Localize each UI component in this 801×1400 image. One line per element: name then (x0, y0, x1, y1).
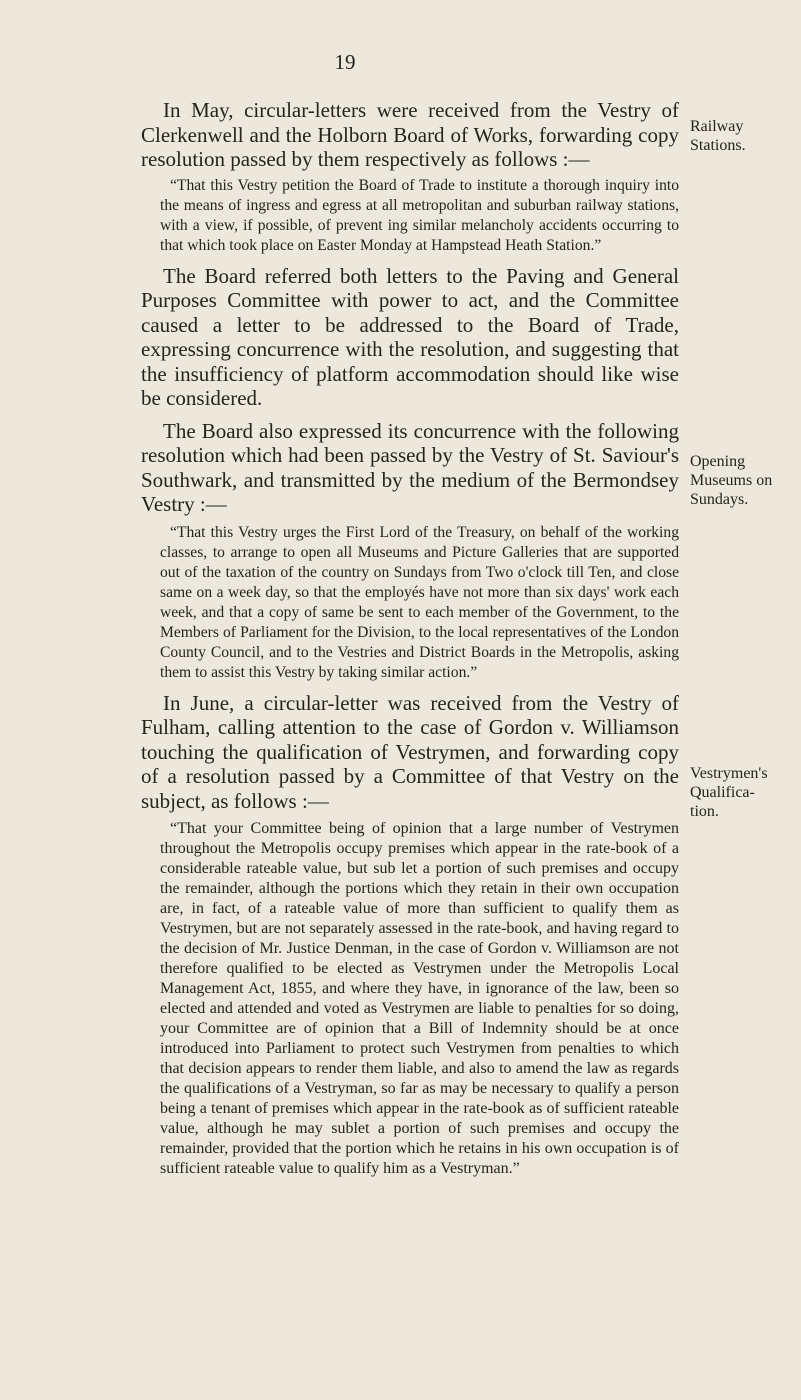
main-text (141, 98, 679, 1179)
quote-vestrymen-resolution: “That your Committee being of opinion that a large number of Vestrymen throughout the Metropolis occupy premises which appear in the rate-book of a considerable rateable value, but sub let a portion of such premises and occupy the remainder, although the portions which they retain in their own occupation are, in fact, of a rateable value of more than sufficient to qualify them as Vestrymen, but are not separately assessed in the rate-book, and having regard to the decision of Mr. Justice Denman, in the case of Gordon v. Williamson are not therefore qualified to be elected as Vestrymen under the Metropolis Local Management Act, 1855, and where they have, in ignorance of the law, been so elected and attended and voted as Vestrymen are liable to penalties for so doing, your Committee are of opinion that a Bill of Indemnity should be at once introduced into Parliament to protect such Vestrymen from penalties to which that decision appears to render them liable, and also to amend the law as regards the qualifications of a Vestryman, so far as may be necessary to qualify a person being a tenant of premises which appear in the rate-book as of sufficient rateable value, although he may sublet a portion of such premises and occupy the remainder, provided that the portion which he retains in his own occupation is of sufficient rateable value to qualify him as a Vestryman.” (160, 820, 679, 1177)
sidenote-railway-stations: Railway Stations. (690, 118, 746, 154)
paragraph-museums-concurrence: The Board also expressed its concurrence with the following resolution which had been passed by the Vestry of St. Saviour's Southwark, and transmitted by the medium of the Bermondsey Vestry :— (141, 418, 679, 516)
paragraph-board-referral: The Board referred both letters to the Paving and General Purposes Committee with power to act, and the Committee caused a letter to be addressed to the Board of Trade, expressing concurrence with the resolution, and suggesting that the insufficiency of platform accommodation should like wise be considered. (141, 263, 679, 410)
quote-museums-resolution: “That this Vestry urges the First Lord of the Treasury, on behalf of the working classes, to arrange to open all Museums and Picture Galleries that are supported out of the taxation of the country on Sundays from Two o'clock till Ten, and close same on a week day, so that the employés have not more than six days' work each week, and that a copy of same be sent to each member of the Government, to the Members of Parliament for the Division, to the local representatives of the London County Council, and to the Vestries and District Boards in the Metropolis, asking them to assist this Vestry by taking similar action.” (160, 523, 679, 681)
paragraph-fulham-circular: In June, a circular-letter was received from the Vestry of Fulham, calling attention to the case of Gordon v. Williamson touching the qualification of Vestrymen, and forwarding copy of a resolution passed by a Committee of that Vestry on the subject, as follows :— (141, 690, 679, 813)
sidenote-vestrymen-qualification: Vestrymen's Qualifica- tion. (690, 765, 768, 820)
sidenote-opening-museums: Opening Museums on Sundays. (690, 453, 773, 508)
quote-railway-resolution: “That this Vestry petition the Board of Trade to institute a thorough inquiry into the means of ingress and egress at all metropolitan and suburban railway stations, with a view, if possible, of prevent ing similar melancholy accidents occurring to that which took place on Easter Monday at Hampstead Heath Station.” (160, 176, 679, 254)
page-number: 19 (334, 50, 356, 74)
paragraph-railway-circulars: In May, circular-letters were received from the Vestry of Clerkenwell and the Holborn Board of Works, forwarding copy resolution passed by them respectively as follows :— (141, 98, 679, 171)
